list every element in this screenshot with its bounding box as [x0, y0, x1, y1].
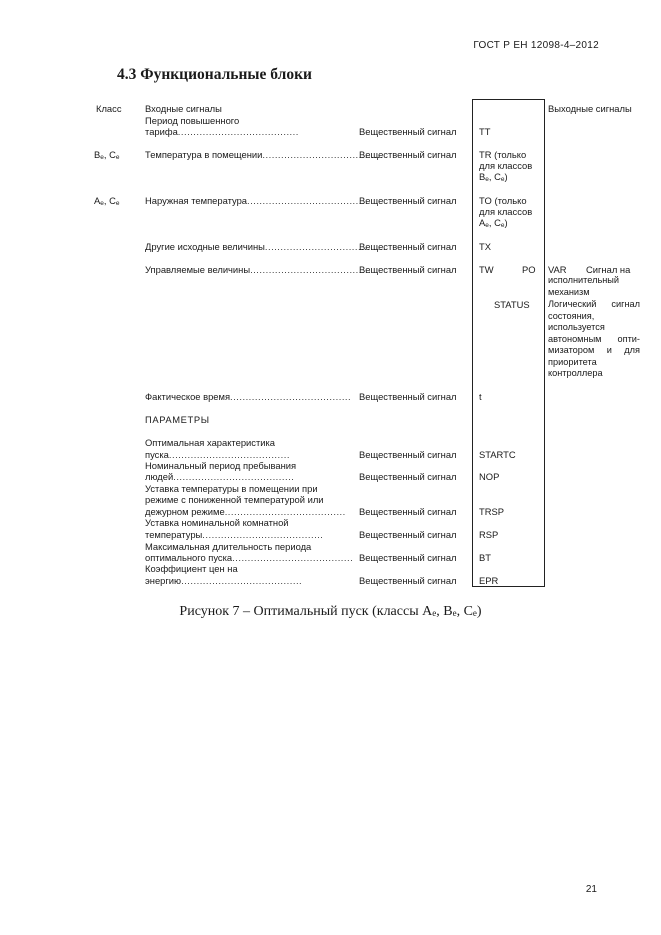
room-temp-label: Температура в помещении.......................................: [145, 149, 384, 160]
var-output-desc-line1: Сигнал на: [586, 264, 631, 275]
parameters-heading: ПАРАМЕТРЫ: [145, 414, 210, 425]
status-output-desc: Логический сигнал состояния, используется автономным опти-мизатором и для приоритета контроллера: [548, 299, 640, 378]
signal-type-label: Вещественный сигнал: [359, 264, 457, 275]
startc-label-line2: пуска.......................................: [145, 449, 290, 460]
class-column-header: Класс: [96, 103, 122, 114]
other-inputs-code: TX: [479, 241, 491, 252]
var-output-desc-line2: исполнительный механизм: [548, 275, 620, 297]
signal-type-label: Вещественный сигнал: [359, 506, 457, 517]
trsp-label-line3: дежурном режиме.......................................: [145, 506, 346, 517]
outdoor-temp-code-note: для классов: [479, 206, 533, 217]
rsp-label-line1: Уставка номинальной комнатной: [145, 517, 289, 528]
startc-code: STARTC: [479, 449, 516, 460]
section-title: 4.3 Функциональные блоки: [117, 66, 312, 83]
actual-time-code: t: [479, 391, 482, 402]
signal-type-label: Вещественный сигнал: [359, 449, 457, 460]
epr-label-line2: энергию.......................................: [145, 575, 303, 586]
other-inputs-label: Другие исходные величины.......................................: [145, 241, 386, 252]
bt-label-line2: оптимального пуска.......................................: [145, 552, 354, 563]
signal-type-label: Вещественный сигнал: [359, 552, 457, 563]
standard-number-header: ГОСТ Р ЕН 12098-4–2012: [473, 40, 599, 51]
room-temp-code-classes: $В_е$, $С_е$): [479, 171, 508, 183]
epr-label-line1: Коэффициент цен на: [145, 563, 238, 574]
startc-label-line1: Оптимальная характеристика: [145, 437, 276, 448]
trsp-code: TRSP: [479, 506, 505, 517]
tariff-code: TT: [479, 126, 491, 137]
trsp-label-line1: Уставка температуры в помещении при: [145, 483, 318, 494]
inputs-column-header: Входные сигналы: [145, 103, 222, 114]
room-temp-code-note: для классов: [479, 160, 533, 171]
controlled-values-code: TW: [479, 264, 494, 275]
rsp-label-line2: температуры.......................................: [145, 529, 324, 540]
epr-code: EPR: [479, 575, 499, 586]
class-label-a-c: $А_е$, $С_е$: [94, 195, 120, 207]
var-output-label: VAR: [548, 264, 567, 275]
signal-type-label: Вещественный сигнал: [359, 471, 457, 482]
signal-type-label: Вещественный сигнал: [359, 126, 457, 137]
outdoor-temp-label: Наружная температура.......................................: [145, 195, 369, 206]
signal-type-label: Вещественный сигнал: [359, 149, 457, 160]
actual-time-label: Фактическое время.......................................: [145, 391, 352, 402]
outputs-column-header: Выходные сигналы: [548, 103, 632, 114]
nop-code: NOP: [479, 471, 500, 482]
controlled-values-label: Управляемые величины.......................................: [145, 264, 372, 275]
outdoor-temp-code: TO (только: [479, 195, 527, 206]
figure-caption: Рисунок 7 – Оптимальный пуск (классы $А_е$, $В_е$, $С_е$): [179, 604, 482, 619]
tariff-label-line2: тарифа.......................................: [145, 126, 299, 137]
class-label-b-c: $В_е$, $С_е$: [94, 149, 120, 161]
room-temp-code: TR (только: [479, 149, 527, 160]
signal-type-label: Вещественный сигнал: [359, 195, 457, 206]
tariff-label-line1: Период повышенного: [145, 115, 240, 126]
bt-label-line1: Максимальная длительность периода: [145, 541, 312, 552]
page-number: 21: [585, 884, 597, 895]
trsp-label-line2: режиме с пониженной температурой или: [145, 494, 324, 505]
nop-label-line2: людей.......................................: [145, 471, 295, 482]
rsp-code: RSP: [479, 529, 499, 540]
nop-label-line1: Номинальный период пребывания: [145, 460, 297, 471]
signal-type-label: Вещественный сигнал: [359, 575, 457, 586]
signal-type-label: Вещественный сигнал: [359, 529, 457, 540]
po-output-code: PO: [522, 264, 536, 275]
signal-type-label: Вещественный сигнал: [359, 241, 457, 252]
signal-type-label: Вещественный сигнал: [359, 391, 457, 402]
bt-code: BT: [479, 552, 491, 563]
outdoor-temp-code-classes: $А_е$, $С_е$): [479, 217, 508, 229]
status-output-code: STATUS: [494, 299, 530, 310]
